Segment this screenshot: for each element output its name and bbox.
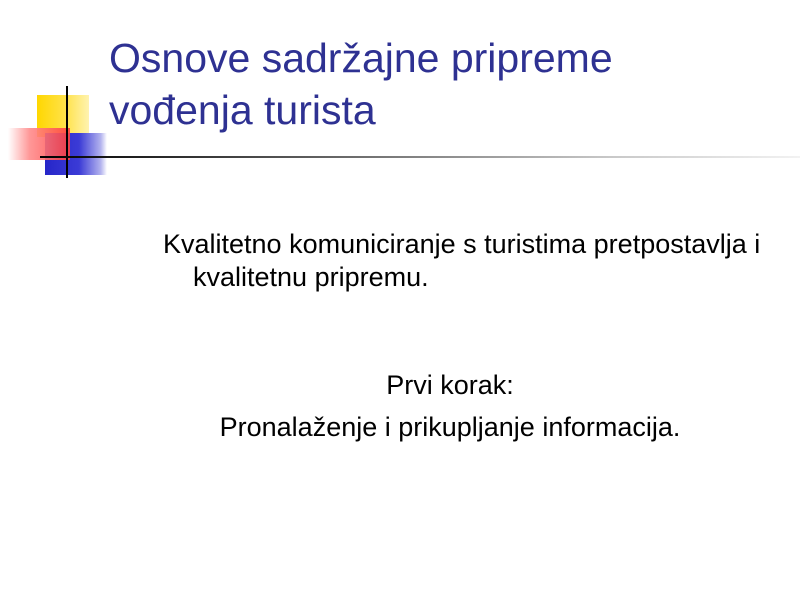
title-line-2: vođenja turista (109, 87, 376, 133)
step-block (100, 364, 800, 448)
title-line-1: Osnove sadržajne pripreme (109, 35, 613, 81)
vertical-rule (66, 86, 68, 178)
step-label: Prvi korak: (386, 370, 514, 400)
intro-paragraph: Kvalitetno komuniciranje s turistima pretpostavlja i kvalitetnu pripremu. (163, 229, 761, 292)
step-text: Pronalaženje i prikupljanje informacija. (219, 412, 681, 442)
title-underline (40, 156, 800, 158)
slide-title (109, 32, 769, 136)
